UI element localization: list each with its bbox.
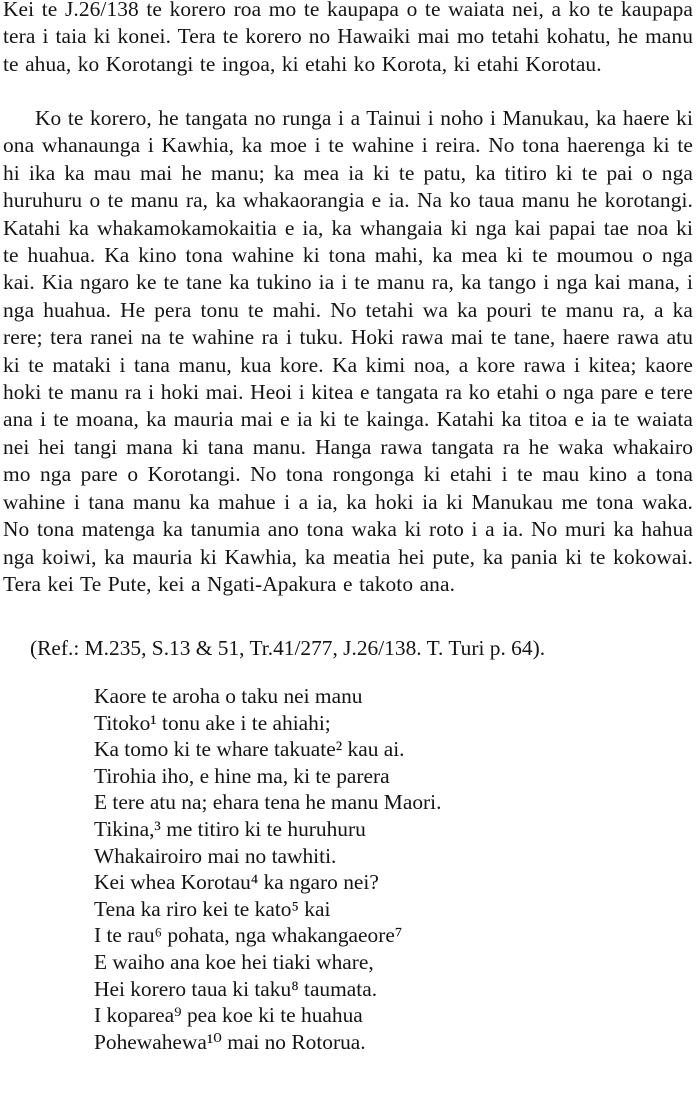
poem-line: Whakairoiro mai no tawhiti. xyxy=(94,843,337,868)
poem-line: Ka tomo ki te whare takuate² kau ai. xyxy=(94,737,405,762)
poem-line: E waiho ana koe hei tiaki whare, xyxy=(94,949,374,974)
poem-line: E tere atu na; ehara tena he manu Maori. xyxy=(94,790,442,815)
poem-line: Kaore te aroha o taku nei manu xyxy=(94,684,363,708)
intro-paragraph: Kei te J.26/138 te korero roa mo te kaupapa o te waiata nei, a ko te kaupapa tera i taia ki konei. Tera te korero no Hawaiki mai mo tetahi kohatu, he manu te ahua, ko Korotangi te ingoa, ki etahi ko Korota, ki etahi Korotau. xyxy=(3,0,693,76)
poem-line: I koparea⁹ pea koe ki te huahua xyxy=(94,1003,363,1028)
poem-line: Kei whea Korotau⁴ ka ngaro nei? xyxy=(94,870,379,895)
poem-line: Titoko¹ tonu ake i te ahiahi; xyxy=(94,710,331,735)
poem-line: Tirohia iho, e hine ma, ki te parera xyxy=(94,763,390,788)
poem xyxy=(94,683,441,1055)
poem-line: Hei korero taua ki taku⁸ taumata. xyxy=(94,976,378,1001)
poem-line: Tikina,³ me titiro ki te huruhuru xyxy=(94,816,366,841)
poem-line: Pohewahewa¹⁰ mai no Rotorua. xyxy=(94,1029,366,1054)
story-paragraph: Ko te korero, he tangata no runga i a Tainui i noho i Manukau, ka haere ki ona whanaunga i Kawhia, ka moe i te wahine i reira. No tona haerenga ki te hi ika ka mau mai he manu; ka mea ia ki te patu, ka titiro ki te pai o nga huruhuru o te manu ra, ka whakaorangia e ia. Na ko taua manu he korotangi. Katahi ka whakamokamokaitia e ia, ka whangaia ki nga kai papai tae noa ki te huahua. Ka kino tona wahine ki tona mahi, ka mea ki te moumou o nga kai. Kia ngaro ke te tane ka tukino ia i te manu ra, ka tango i nga kai mana, i nga huahua. He pera tonu te mahi. No tetahi wa ka pouri te manu ra, a ka rere; tera ranei na te wahine ra i tuku. Hoki rawa mai te tane, haere rawa atu ki te mataki i tana manu, kua kore. Ka kimi noa, a kore rawa i kitea; kaore hoki te manu ra i hoki mai. Heoi i kitea e tangata ra ko etahi o nga pare e tere ana i te moana, ka mauria mai e ia ki te kainga. Katahi ka titoa e ia te waiata nei hei tangi mana ki tana manu. Hanga rawa tangata ra he waka whakairo mo nga pare o Korotangi. No tona rongonga ki etahi i te mau kino a tona wahine i tana manu ka mahue i a ia, ka hoki ia ki Manukau me tona waka. No tona matenga ka tanumia ano tona waka ki roto i a ia. No muri ka hahua nga koiwi, ka mauria ki Kawhia, ka meatia hei pute, ka pania ki te kokowai. Tera kei Te Pute, kei a Ngati-Apakura e takoto ana. xyxy=(3,106,693,596)
poem-line: Tena ka riro kei te kato⁵ kai xyxy=(94,896,331,921)
reference-citation: (Ref.: M.235, S.13 & 51, Tr.41/277, J.26/138. T. Turi p. 64). xyxy=(30,636,546,660)
poem-line: I te rau⁶ pohata, nga whakangaeore⁷ xyxy=(94,923,403,948)
